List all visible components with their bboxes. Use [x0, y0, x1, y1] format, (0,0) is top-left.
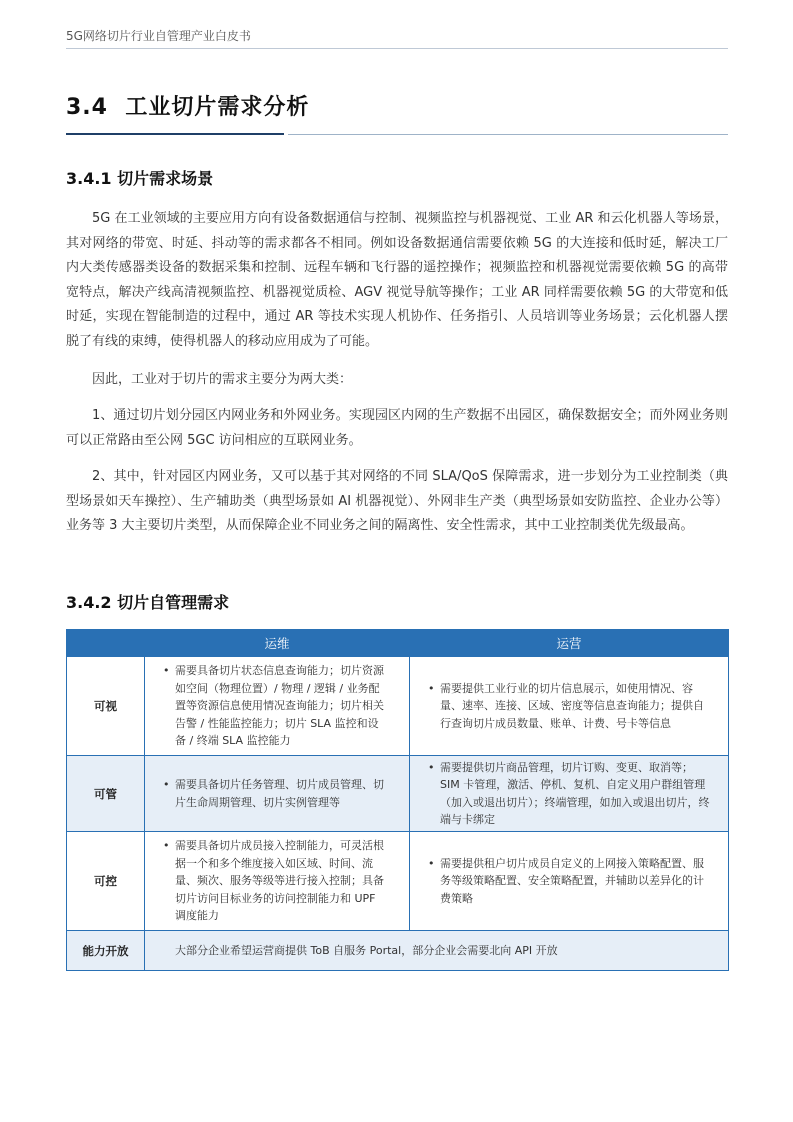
row-label-controllable: 可控 — [67, 832, 145, 931]
cell-text: 需要具备切片成员接入控制能力，可灵活根据一个和多个维度接入如区域、时间、流量、频次、服务等级等进行接入控制；具备切片访问目标业务的访问控制能力和 UPF 调度能力 — [175, 839, 384, 923]
subsection-title-self-management: 3.4.2 切片自管理需求 — [66, 593, 230, 612]
table-cell — [410, 756, 729, 832]
table-cell — [410, 657, 729, 756]
table-cell — [145, 657, 410, 756]
table-cell — [145, 832, 410, 931]
table-row — [67, 657, 729, 756]
row-label-capability-exposure: 能力开放 — [67, 931, 145, 971]
cell-text: 需要提供租户切片成员自定义的上网接入策略配置、服务等级策略配置、安全策略配置，并辅助以差异化的计费策略 — [440, 856, 704, 905]
table-cell-span — [145, 931, 729, 971]
table-header-ops: 运维 — [145, 630, 410, 657]
subsection-title-scenarios: 3.4.1 切片需求场景 — [66, 169, 214, 188]
cell-text: 需要具备切片状态信息查询能力；切片资源如空间（物理位置）/ 物理 / 逻辑 / 业务配置等资源信息使用情况查询能力；切片相关告警 / 性能监控能力；切片 SLA 监控和设备 / 终端 SLA 监控能力 — [175, 664, 384, 748]
table-row — [67, 756, 729, 832]
bullet-icon: • — [163, 778, 170, 791]
section-title-underline — [66, 133, 284, 135]
bullet-icon: • — [428, 856, 435, 870]
header-divider — [66, 48, 728, 49]
running-header: 5G网络切片行业自管理产业白皮书 — [66, 29, 251, 43]
paragraph-scenarios: 5G 在工业领域的主要应用方向有设备数据通信与控制、视频监控与机器视觉、工业 AR 和云化机器人等场景，其对网络的带宽、时延、抖动等的需求都各不相同。例如设备数据通信需要依赖 5G 的大连接和低时延，解决工厂内大类传感器类设备的数据采集和控制、远程车辆和飞行器的遥控操作；视频监控和机器视觉需要依赖 5G 的高带宽特点，解决产线高清视频监控、机器视觉质检、AGV 视觉导航等操作；工业 AR 同样需要依赖 5G 的大带宽和低时延，实现在智能制造的过程中，通过 AR 等技术实现人机协作、任务指引、人员培训等业务场景；云化机器人摆脱了有线的束缚，使得机器人的移动应用成为了可能。 — [66, 211, 728, 349]
section-number: 3.4 — [66, 95, 108, 120]
table-cell — [145, 756, 410, 832]
row-label-visible: 可视 — [67, 657, 145, 756]
cell-text: 需要提供切片商品管理，切片订购、变更、取消等；SIM 卡管理，激活、停机、复机、自定义用户群组管理（加入或退出切片）；终端管理，如加入或退出切片，终端与卡绑定 — [440, 760, 710, 826]
table-row — [67, 832, 729, 931]
paragraph-categories-intro: 因此，工业对于切片的需求主要分为两大类： — [92, 372, 353, 387]
paragraph-category-1: 1、通过切片划分园区内网业务和外网业务。实现园区内网的生产数据不出园区，确保数据安全；而外网业务则可以正常路由至公网 5GC 访问相应的互联网业务。 — [66, 408, 728, 448]
bullet-icon: • — [163, 839, 170, 853]
cell-text: 需要具备切片任务管理、切片成员管理、切片生命周期管理、切片实例管理等 — [175, 778, 384, 809]
cell-text: 需要提供工业行业的切片信息展示，如使用情况、容量、速率、连接、区域、密度等信息查询能力；提供自行查询切片成员数量、账单、计费、号卡等信息 — [440, 681, 704, 730]
bullet-icon: • — [163, 664, 170, 678]
row-label-manageable: 可管 — [67, 756, 145, 832]
table-row — [67, 931, 729, 971]
table-cell — [410, 832, 729, 931]
section-title — [66, 90, 309, 121]
table-header-blank — [67, 630, 145, 657]
bullet-icon: • — [428, 681, 435, 695]
section-title-rule — [288, 134, 728, 135]
table-header-row — [67, 630, 729, 657]
table-header-biz: 运营 — [410, 630, 729, 657]
self-management-requirements-table — [66, 629, 729, 971]
cell-text: 大部分企业希望运营商提供 ToB 自服务 Portal，部分企业会需要北向 API 开放 — [175, 944, 558, 957]
paragraph-category-2: 2、其中，针对园区内网业务，又可以基于其对网络的不同 SLA/QoS 保障需求，进一步划分为工业控制类（典型场景如天车操控）、生产辅助类（典型场景如 AI 机器视觉）、外网非生产类（典型场景如安防监控、企业办公等）业务等 3 大主要切片类型，从而保障企业不同业务之间的隔离性、安全性需求，其中工业控制类优先级最高。 — [66, 469, 728, 533]
bullet-icon: • — [428, 760, 435, 774]
section-title-text: 工业切片需求分析 — [125, 95, 310, 120]
